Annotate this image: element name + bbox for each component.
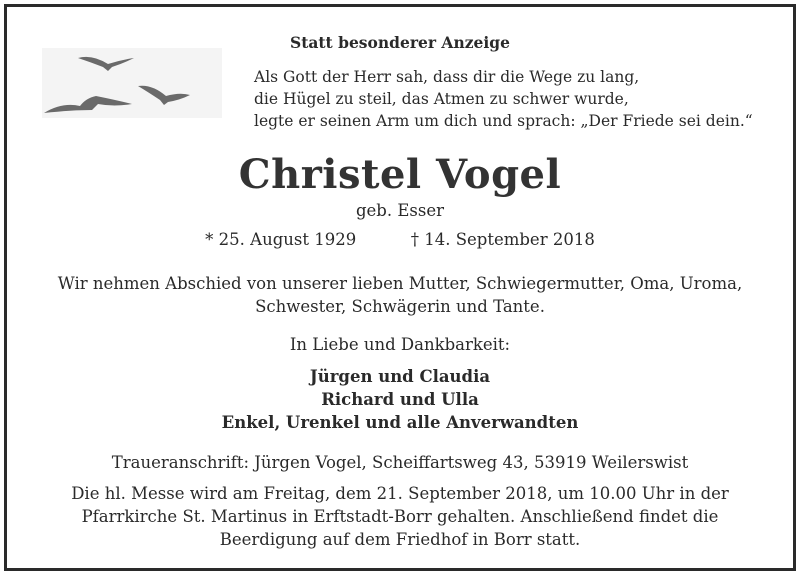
farewell-text (0, 272, 800, 318)
mourner-line: Jürgen und Claudia (309, 367, 491, 386)
mass-line: Pfarrkirche St. Martinus in Erftstadt-Borr gehalten. Anschließend findet die (81, 507, 719, 526)
mass-line: Die hl. Messe wird am Freitag, dem 21. September 2018, um 10.00 Uhr in der (71, 484, 729, 503)
mourners-list (0, 365, 800, 434)
deceased-name: Christel Vogel (238, 151, 562, 198)
mourner-line: Richard und Ulla (321, 390, 479, 409)
farewell-line: Schwester, Schwägerin und Tante. (255, 297, 545, 316)
gratitude-line: In Liebe und Dankbarkeit: (289, 335, 511, 354)
quote-line: Als Gott der Herr sah, dass dir die Wege zu lang, (254, 68, 640, 86)
quote-block (254, 66, 753, 132)
maiden-name: geb. Esser (355, 201, 444, 220)
birds-icon (40, 46, 225, 121)
farewell-line: Wir nehmen Abschied von unserer lieben Mutter, Schwiegermutter, Oma, Uroma, (57, 274, 743, 293)
mass-line: Beerdigung auf dem Friedhof in Borr statt. (219, 530, 581, 549)
mourner-line: Enkel, Urenkel und alle Anverwandten (221, 413, 579, 432)
quote-line: die Hügel zu steil, das Atmen zu schwer wurde, (254, 90, 629, 108)
death-date: † 14. September 2018 (410, 230, 595, 249)
mass-details (0, 482, 800, 551)
quote-line: legte er seinen Arm um dich und sprach: „Der Friede sei dein.“ (254, 112, 753, 130)
mourning-address: Traueranschrift: Jürgen Vogel, Scheiffartsweg 43, 53919 Weilerswist (111, 453, 689, 472)
birth-date: * 25. August 1929 (205, 230, 357, 249)
life-dates (0, 230, 800, 249)
notice-header: Statt besonderer Anzeige (290, 33, 510, 52)
